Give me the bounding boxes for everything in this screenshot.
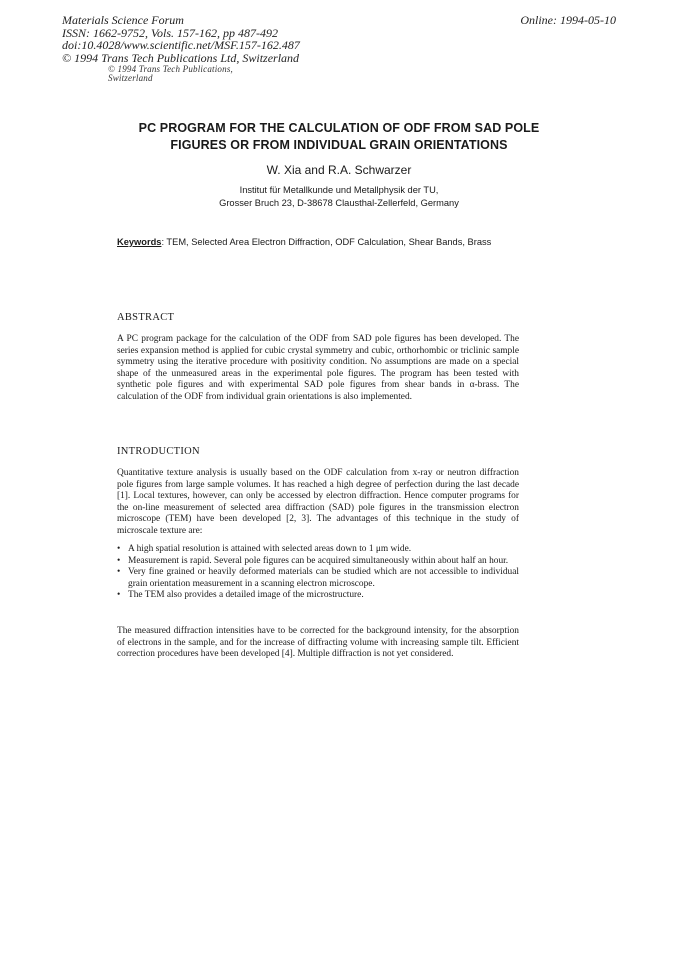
list-item-text: Measurement is rapid. Several pole figures can be acquired simultaneously within about half an hour. <box>128 555 509 566</box>
title-line-1: PC PROGRAM FOR THE CALCULATION OF ODF FROM SAD POLE <box>138 121 540 135</box>
online-date: Online: 1994-05-10 <box>520 13 616 27</box>
keywords-label: Keywords <box>117 237 162 247</box>
author-affiliation <box>100 184 578 210</box>
list-item-text: A high spatial resolution is attained with selected areas down to 1 μm wide. <box>128 544 412 554</box>
list-item-text: Very fine grained or heavily deformed materials can be studied which are not accessible to individual grain orientation measurement in a scanning electron microscope. <box>128 567 519 589</box>
bullet-icon: • <box>117 555 121 566</box>
paper-title <box>100 120 578 154</box>
introduction-paragraph-2: The measured diffraction intensities have to be corrected for the background intensity, for the absorption of electrons in the sample, and for the increase of diffracting volume with increasing sample tilt. Efficient correction procedures have been developed [4]. Multiple diffraction is not yet considered. <box>117 626 519 660</box>
list-item-text: The TEM also provides a detailed image of the microstructure. <box>128 590 364 601</box>
list-item <box>117 556 519 568</box>
keywords-list: : TEM, Selected Area Electron Diffraction, ODF Calculation, Shear Bands, Brass <box>161 237 492 247</box>
list-item <box>117 544 519 556</box>
copyright-line: © 1994 Trans Tech Publications Ltd, Switzerland <box>62 50 300 65</box>
journal-name: Materials Science Forum <box>62 13 184 27</box>
title-line-2: FIGURES OR FROM INDIVIDUAL GRAIN ORIENTATIONS <box>170 138 508 152</box>
introduction-heading: INTRODUCTION <box>117 446 200 457</box>
citation-header <box>62 14 300 64</box>
original-copyright-line <box>108 61 278 83</box>
bullet-icon: • <box>117 544 121 554</box>
affiliation-line-2: Grosser Bruch 23, D-38678 Clausthal-Zellerfeld, Germany <box>219 198 459 208</box>
bullet-icon: • <box>117 590 121 601</box>
original-copyright-text: © 1994 Trans Tech Publications, Switzerland <box>108 64 233 83</box>
affiliation-line-1: Institut für Metallkunde und Metallphysik der TU, <box>239 185 439 195</box>
paper-authors: W. Xia and R.A. Schwarzer <box>266 163 412 177</box>
keywords-block <box>117 236 519 248</box>
list-item <box>117 590 519 602</box>
abstract-text: A PC program package for the calculation of the ODF from SAD pole figures has been developed. The series expansion method is applied for cubic crystal symmetry and cubic, orthorhombic or triclinic sample symmetry using the iterative procedure with positivity condition. No assumptions are made on a special shape of the unmeasured areas in the experimental pole figures. The program has been tested with synthetic pole figures and with experimental SAD pole figures from shear bands in α-brass. The calculation of the ODF from individual grain orientations is also implemented. <box>117 334 519 402</box>
list-item <box>117 567 519 590</box>
doi-link[interactable]: doi:10.4028/www.scientific.net/MSF.157-162.487 <box>62 38 300 52</box>
abstract-heading: ABSTRACT <box>117 312 175 323</box>
issn-line: ISSN: 1662-9752, Vols. 157-162, pp 487-492 <box>62 25 278 40</box>
introduction-paragraph-1: Quantitative texture analysis is usually based on the ODF calculation from x-ray or neutron diffraction pole figures from large sample volumes. It has reached a high degree of perfection during the last decade [1]. Local textures, however, can only be accessed by electron diffraction. Hence computer programs for the on-line measurement of selected area diffraction (SAD) pole figures in the transmission electron microscope (TEM) have been developed [2, 3]. The advantages of this technique in the study of microscale texture are: <box>117 468 519 536</box>
bullet-icon: • <box>117 567 121 578</box>
advantages-list <box>117 544 519 602</box>
